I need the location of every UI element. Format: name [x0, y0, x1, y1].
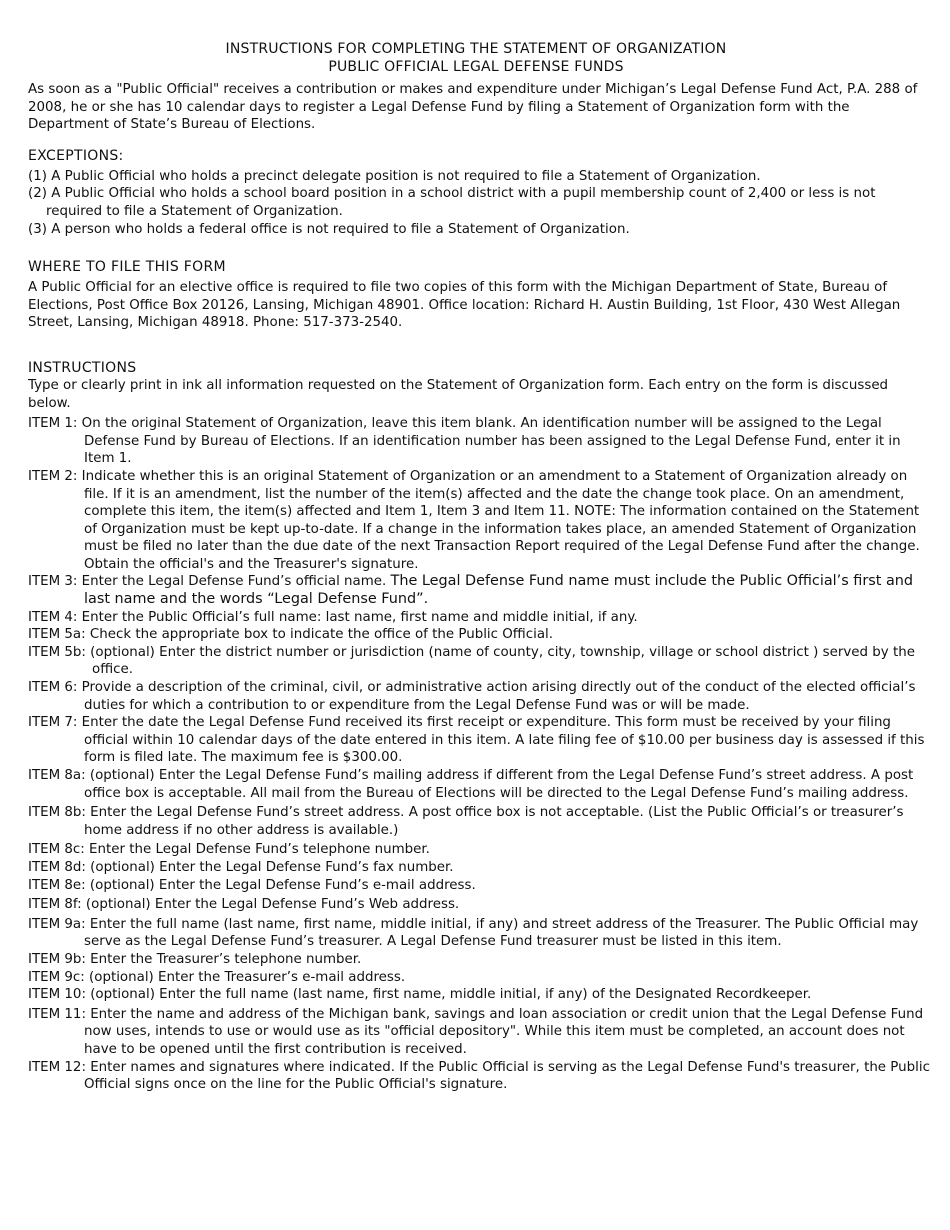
document-title — [22, 40, 930, 76]
item-11: ITEM 11: Enter the name and address of the Michigan bank, savings and loan association or credit union that the Legal Defense Fund now uses, intends to use or would use as its "official depository". While this item must be completed, an account does not have to be opened until the first contribution is received. — [28, 1006, 924, 1057]
item-4: ITEM 4: Enter the Public Official’s full name: last name, first name and middle initial, if any. — [28, 609, 638, 625]
exception-item: (2) A Public Official who holds a school board position in a school district with a pupil membership count of 2,400 or less is not required to file a Statement of Organization. — [28, 186, 876, 219]
where-to-file-paragraph: A Public Official for an elective office is required to file two copies of this form with the Michigan Department of State, Bureau of Elections, Post Office Box 20126, Lansing, Michigan 48901. Office location: Richard H. Austin Building, 1st Floor, 430 West Allegan Street, Lansing, Michigan 48918. Phone: 517-373-2540. — [28, 280, 901, 331]
title-line-1: INSTRUCTIONS FOR COMPLETING THE STATEMENT OF ORGANIZATION — [225, 41, 727, 57]
item-3-text: ITEM 3: Enter the Legal Defense Fund’s official name. — [28, 574, 391, 590]
item-2: ITEM 2: Indicate whether this is an original Statement of Organization or an amendment to a Statement of Organization already on file. If it is an amendment, list the number of the item(s) affected and the date the change took place. On an amendment, complete this item, the item(s) affected and Item 1, Item 3 and Item 11. NOTE: The information contained on the Statement of Organization must be kept up-to-date. If a change in the information takes place, an amended Statement of Organization must be filed no later than the due date of the next Transaction Report required of the Legal Defense Fund after the change. Obtain the official's and the Treasurer's signature. — [28, 468, 920, 572]
item-5a: ITEM 5a: Check the appropriate box to indicate the office of the Public Official. — [28, 627, 554, 643]
item-8e: ITEM 8e: (optional) Enter the Legal Defense Fund’s e-mail address. — [28, 877, 476, 893]
instructions-intro: Type or clearly print in ink all information requested on the Statement of Organization form. Each entry on the form is discussed below. — [28, 377, 889, 411]
item-9c: ITEM 9c: (optional) Enter the Treasurer’s e-mail address. — [28, 969, 406, 985]
item-6: ITEM 6: Provide a description of the criminal, civil, or administrative action arising directly out of the conduct of the elected official’s duties for which a contribution to or expenditure from the Legal Defense Fund was or will be made. — [28, 680, 916, 713]
item-8d: ITEM 8d: (optional) Enter the Legal Defense Fund’s fax number. — [28, 859, 454, 875]
item-1: ITEM 1: On the original Statement of Organization, leave this item blank. An identification number will be assigned to the Legal Defense Fund by Bureau of Elections. If an identification number has been assigned to the Legal Defense Fund, enter it in Item 1. — [28, 416, 901, 467]
item-5b: ITEM 5b: (optional) Enter the district number or jurisdiction (name of county, city, township, village or school district ) served by the office. — [28, 644, 915, 678]
intro-paragraph: As soon as a "Public Official" receives a contribution or makes and expenditure under Michigan’s Legal Defense Fund Act, P.A. 288 of 2008, he or she has 10 calendar days to register a Legal Defense Fund by filing a Statement of Organization form with the Department of State’s Bureau of Elections. — [28, 82, 918, 133]
item-8a: ITEM 8a: (optional) Enter the Legal Defense Fund’s mailing address if different from the Legal Defense Fund’s street address. A post office box is acceptable. All mail from the Bureau of Elections will be directed to the Legal Defense Fund’s mailing address. — [28, 768, 914, 801]
document-page — [28, 40, 930, 1094]
item-12: ITEM 12: Enter names and signatures where indicated. If the Public Official is serving as the Legal Defense Fund's treasurer, the Public Official signs once on the line for the Public Official's signature. — [28, 1059, 930, 1093]
exception-item: (3) A person who holds a federal office is not required to file a Statement of Organization. — [28, 221, 630, 237]
exceptions-heading: EXCEPTIONS: — [28, 147, 124, 164]
item-10: ITEM 10: (optional) Enter the full name (last name, first name, middle initial, if any) of the Designated Recordkeeper. — [28, 987, 812, 1003]
item-3 — [28, 573, 930, 608]
item-8c: ITEM 8c: Enter the Legal Defense Fund’s telephone number. — [28, 842, 430, 858]
item-9b: ITEM 9b: Enter the Treasurer’s telephone number. — [28, 951, 362, 967]
instructions-heading: INSTRUCTIONS — [28, 359, 137, 376]
item-9a: ITEM 9a: Enter the full name (last name, first name, middle initial, if any) and street address of the Treasurer. The Public Official may serve as the Legal Defense Fund’s treasurer. A Legal Defense Fund treasurer must be listed in this item. — [28, 916, 919, 950]
where-to-file-heading: WHERE TO FILE THIS FORM — [28, 259, 226, 276]
item-8b: ITEM 8b: Enter the Legal Defense Fund’s street address. A post office box is not acceptable. (List the Public Official’s or treasurer’s home address if no other address is available.) — [28, 805, 904, 838]
instruction-items — [28, 415, 930, 1094]
title-line-2: PUBLIC OFFICIAL LEGAL DEFENSE FUNDS — [328, 59, 624, 75]
item-7: ITEM 7: Enter the date the Legal Defense Fund received its first receipt or expenditure. This form must be received by your filing official within 10 calendar days of the date entered in this item. A late filing fee of $10.00 per business day is assessed if this form is filed late. The maximum fee is $300.00. — [28, 715, 925, 766]
item-3-emphasis: The Legal Defense Fund name must include the Public Official’s first and last name and the words “Legal Defense Fund”. — [84, 573, 914, 608]
item-8f: ITEM 8f: (optional) Enter the Legal Defense Fund’s Web address. — [28, 897, 460, 913]
exception-item: (1) A Public Official who holds a precinct delegate position is not required to file a Statement of Organization. — [28, 168, 761, 184]
